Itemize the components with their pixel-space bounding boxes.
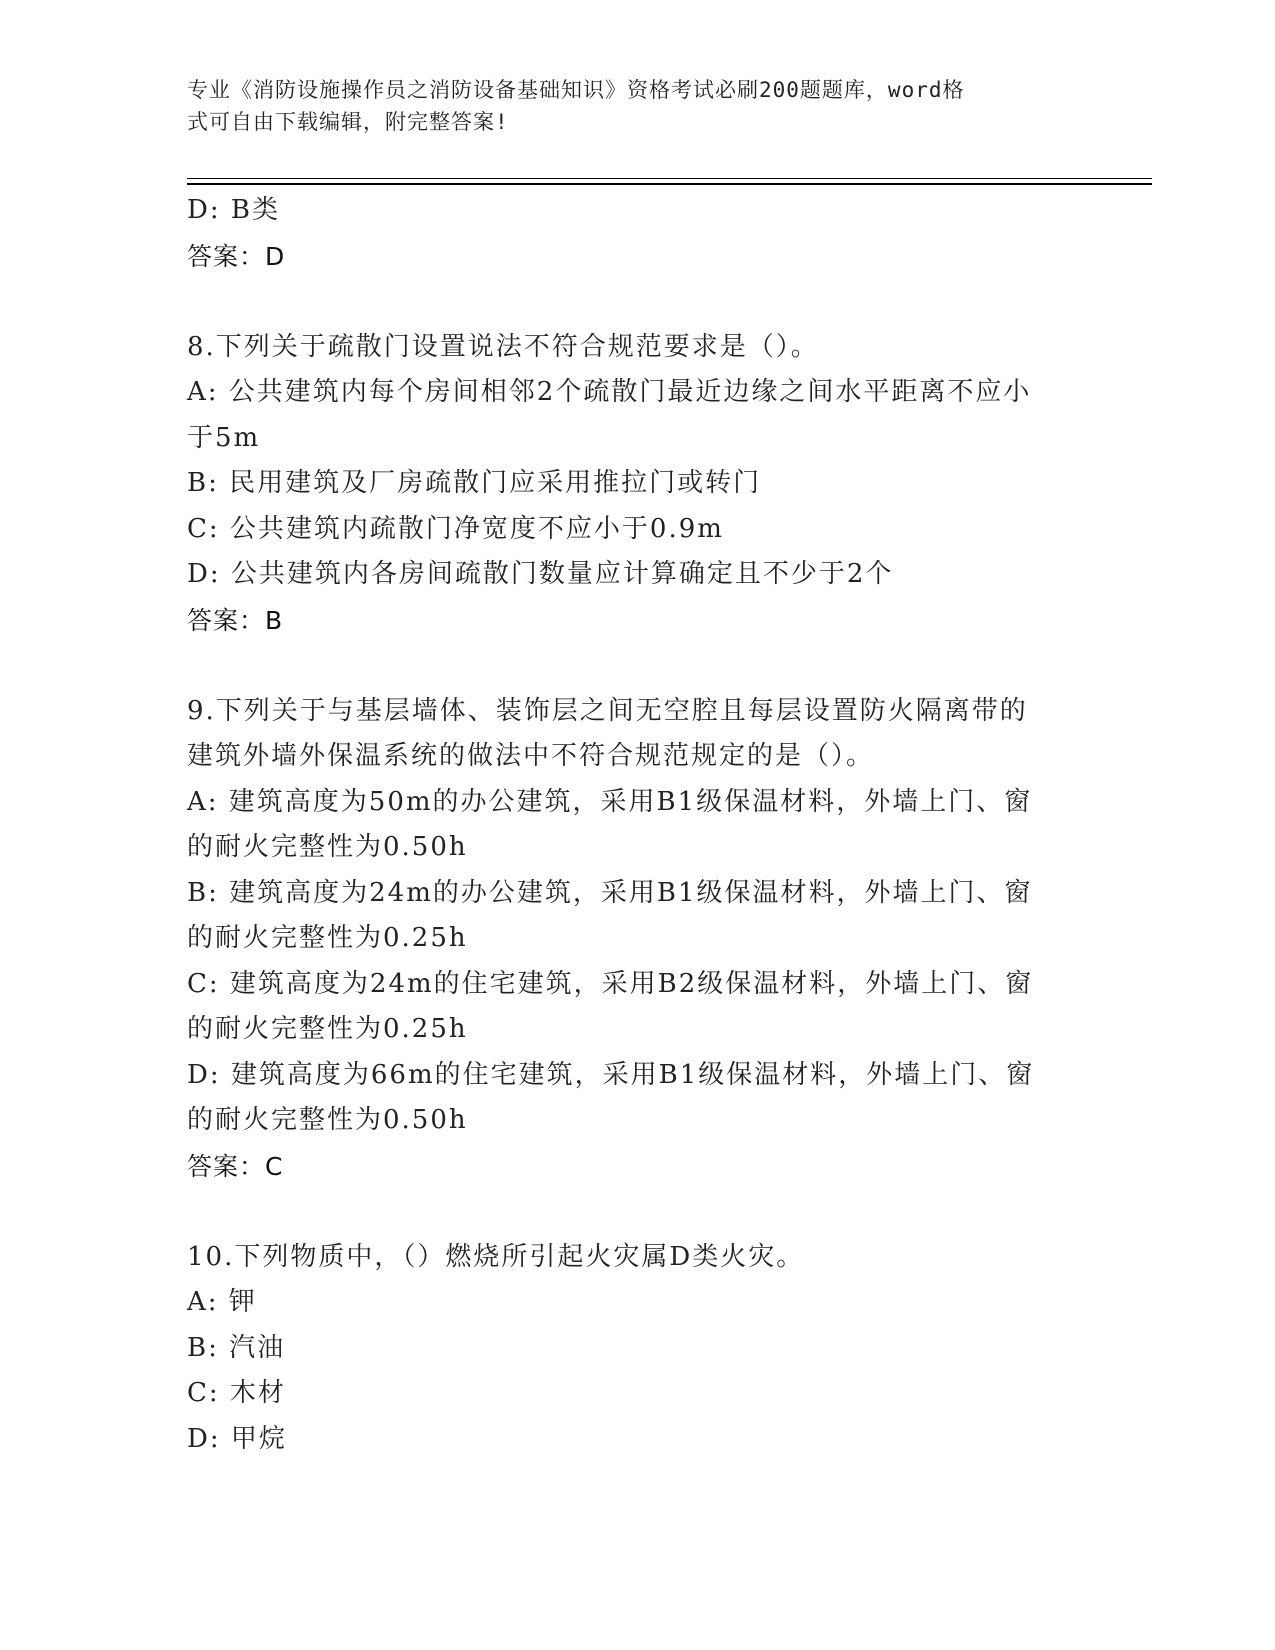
question-text: 10.下列物质中，（）燃烧所引起火灾属D类火灾。	[187, 1241, 805, 1272]
header-divider-bottom	[187, 183, 1152, 185]
page-header	[187, 74, 1087, 138]
header-divider-top	[187, 178, 1152, 179]
option-c: C: 公共建筑内疏散门净宽度不应小于0.9m	[187, 513, 724, 544]
option-d: D: 甲烷	[187, 1423, 287, 1454]
answer-label: 答案：D	[187, 241, 286, 271]
option-a: A: 公共建筑内每个房间相邻2个疏散门最近边缘之间水平距离不应小	[187, 377, 1032, 407]
option-c: C: 建筑高度为24m的住宅建筑，采用B2级保温材料，外墙上门、窗	[187, 968, 1034, 999]
header-line-2: 式可自由下载编辑，附完整答案!	[187, 110, 509, 134]
spacer	[187, 279, 1087, 325]
question-9	[187, 689, 1087, 1190]
option-d: D: 建筑高度为66m的住宅建筑，采用B1级保温材料，外墙上门、窗	[187, 1059, 1035, 1090]
question-10	[187, 1235, 1087, 1463]
answer-label: 答案：C	[187, 1151, 284, 1181]
option-b: B: 汽油	[187, 1332, 286, 1363]
option-b: B: 民用建筑及厂房疏散门应采用推拉门或转门	[187, 468, 762, 498]
option-c: C: 木材	[187, 1378, 286, 1408]
answer-label: 答案：B	[187, 605, 284, 635]
option-b: B: 建筑高度为24m的办公建筑，采用B1级保温材料，外墙上门、窗	[187, 877, 1033, 908]
question-text-continued: 建筑外墙外保温系统的做法中不符合规范规定的是（）。	[187, 741, 875, 771]
option-d-continued: 的耐火完整性为0.50h	[187, 1105, 468, 1135]
question-text: 8.下列关于疏散门设置说法不符合规范要求是（）。	[187, 331, 819, 362]
option-a-continued: 的耐火完整性为0.50h	[187, 832, 468, 862]
option-a: A: 钾	[187, 1287, 257, 1317]
option-c-continued: 的耐火完整性为0.25h	[187, 1014, 468, 1044]
option-b-continued: 的耐火完整性为0.25h	[187, 923, 468, 953]
option-a-continued: 于5m	[187, 422, 261, 453]
question-text: 9.下列关于与基层墙体、装饰层之间无空腔且每层设置防火隔离带的	[187, 695, 1028, 726]
header-line-1: 专业《消防设施操作员之消防设备基础知识》资格考试必刷200题题库，word格	[187, 78, 965, 102]
document-body	[187, 188, 1087, 1462]
option-d: D: B类	[187, 195, 280, 225]
option-a: A: 建筑高度为50m的办公建筑，采用B1级保温材料，外墙上门、窗	[187, 786, 1033, 817]
spacer	[187, 1189, 1087, 1235]
spacer	[187, 643, 1087, 689]
question-8	[187, 325, 1087, 644]
option-d: D: 公共建筑内各房间疏散门数量应计算确定且不少于2个	[187, 559, 894, 589]
